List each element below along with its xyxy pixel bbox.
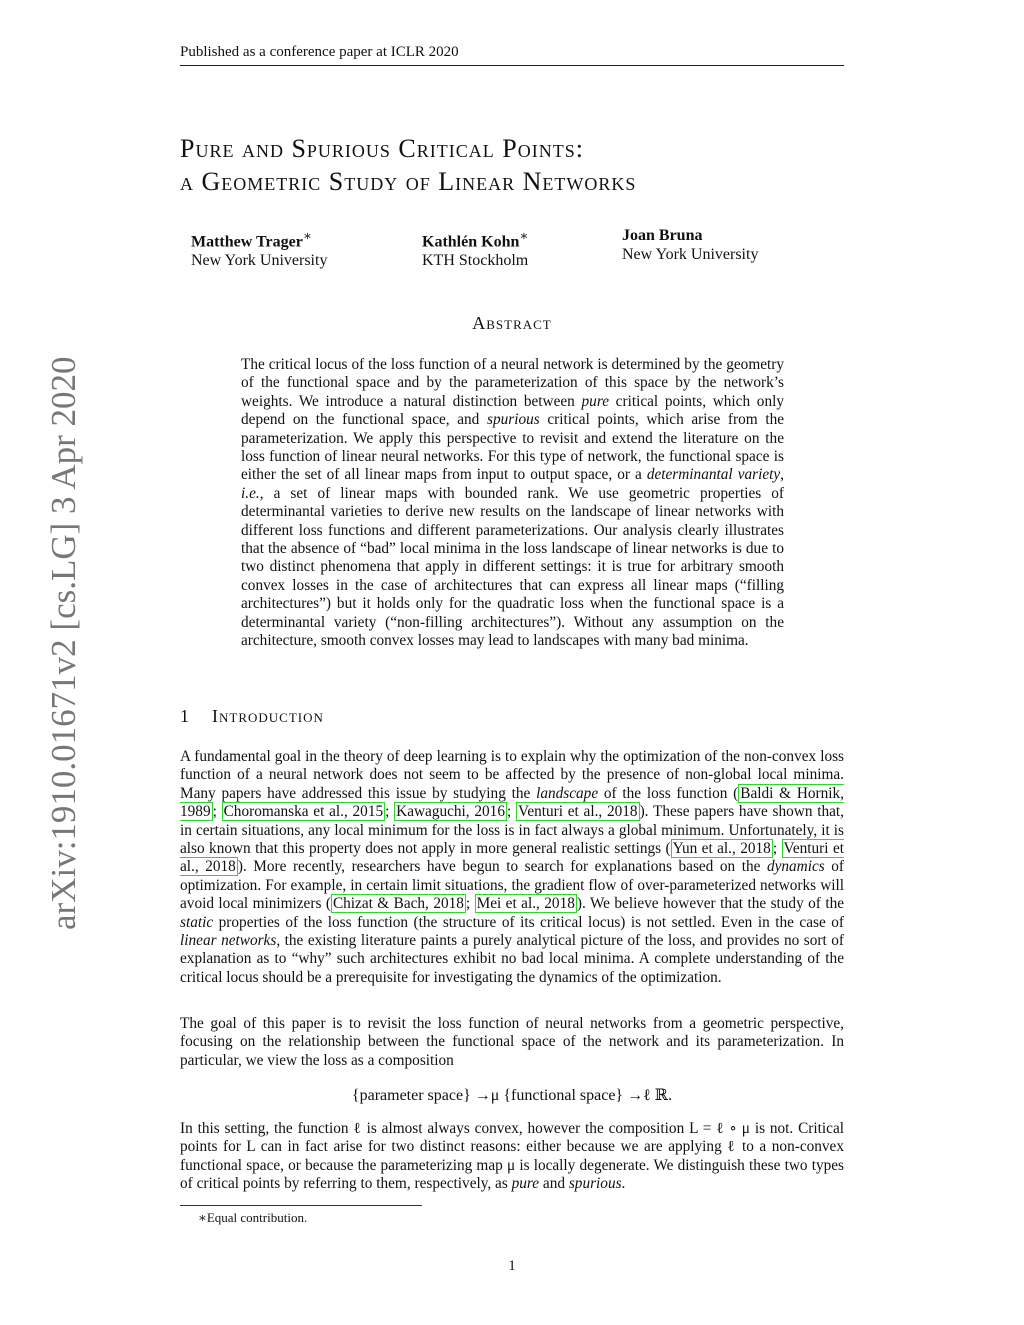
section-title: Introduction	[212, 706, 324, 726]
section-number: 1	[180, 706, 190, 726]
intro-paragraph-3: In this setting, the function ℓ is almost always convex, however the composition L = ℓ ∘ μ is not. Critical points for L can in fact arise for two distinct reasons: either because we are applying ℓ to a non-convex functional space, or because the parameterizing map μ is locally degenerate. We distinguish these two types of critical points by referring to them, respectively, as pure and spurious.	[180, 1120, 844, 1193]
composition-equation: {parameter space} →μ {functional space} →ℓ ℝ.	[351, 1087, 673, 1104]
citation-link[interactable]: Choromanska et al., 2015	[223, 803, 384, 821]
abstract-heading: Abstract	[472, 313, 552, 333]
author-block-1	[191, 226, 327, 270]
citation-link[interactable]: Venturi et al., 2018	[180, 840, 844, 876]
author-block-3	[622, 226, 758, 264]
citation-link[interactable]: Venturi et al., 2018	[517, 803, 638, 821]
citation-link[interactable]: Yun et al., 2018	[672, 840, 771, 858]
author-name: Matthew Trager	[191, 233, 303, 251]
equal-contribution-mark: ∗	[519, 228, 529, 243]
citation-link[interactable]: Kawaguchi, 2016	[396, 803, 505, 821]
author-affiliation: New York University	[622, 246, 759, 263]
equal-contribution-mark: ∗	[302, 228, 312, 243]
section-heading-introduction	[180, 706, 324, 727]
paper-title	[180, 132, 880, 198]
intro-paragraph-1: A fundamental goal in the theory of deep learning is to explain why the optimization of the non-convex loss function of a neural network does not seem to be affected by the presence of non-global local minima. Many papers have addressed this issue by studying the landscape of the loss function ( Baldi & Hornik, 1989 ; Choromanska et al., 2015 ; Kawaguchi, 2016 ; Venturi et al., 2018 ). These papers have shown that, in certain situations, any local minimum for the loss is in fact always a global minimum. Unfortunately, it is also known that this property does not apply in more general realistic settings ( Yun et al., 2018 ; Venturi et al., 2018 ). More recently, researchers have begun to search for explanations based on the dynamics of optimization. For example, in certain limit situations, the gradient flow of over-parameterized networks will avoid local minimizers ( Chizat & Bach, 2018 ; Mei et al., 2018 ). We believe however that the study of the static properties of the loss function (the structure of its critical locus) is not settled. Even in the case of linear networks, the existing literature paints a purely analytical picture of the loss, and provides no sort of explanation as to “why” such architectures exhibit no bad local minima. A complete understanding of the critical locus should be a prerequisite for investigating the dynamics of the optimization.	[180, 748, 845, 986]
citation-link[interactable]: Mei et al., 2018	[476, 895, 575, 913]
author-affiliation: KTH Stockholm	[422, 252, 529, 270]
author-name: Kathlén Kohn	[422, 233, 520, 251]
title-line-1: Pure and Spurious Critical Points:	[180, 134, 584, 163]
footnote-divider	[180, 1205, 422, 1206]
footnote: ∗Equal contribution.	[198, 1210, 308, 1225]
author-name: Joan Bruna	[622, 227, 703, 244]
author-block-2	[422, 226, 528, 270]
arxiv-stamp: arXiv:1910.01671v2 [cs.LG] 3 Apr 2020	[44, 356, 83, 930]
title-line-2: a Geometric Study of Linear Networks	[180, 167, 637, 196]
running-header: Published as a conference paper at ICLR 2020	[180, 44, 844, 66]
abstract-body: The critical locus of the loss function of a neural network is determined by the geometry of the functional space and by the parameterization of this space by the network’s weights. We introduce a natural distinction between pure critical points, which only depend on the functional space, and spurious critical points, which arise from the parameterization. We apply this perspective to revisit and extend the literature on the loss function of linear neural networks. For this type of network, the functional space is either the set of all linear maps from input to output space, or a determinantal variety, i.e., a set of linear maps with bounded rank. We use geometric properties of determinantal varieties to derive new results on the landscape of linear networks with different loss functions and different parameterizations. Our analysis clearly illustrates that the absence of “bad” local minima in the loss landscape of linear networks is due to two distinct phenomena that apply in different settings: it is true for arbitrary smooth convex losses in the case of architectures that can express all linear maps (“filling architectures”) but it holds only for the quadratic loss when the functional space is a determinantal variety (“non-filling architectures”). Without any assumption on the architecture, smooth convex losses may lead to landscapes with many bad minima.	[241, 356, 785, 650]
intro-paragraph-2: The goal of this paper is to revisit the loss function of neural networks from a geometric perspective, focusing on the relationship between the functional space of the network and its parameterization. In particular, we view the loss as a composition	[180, 1015, 844, 1069]
citation-link[interactable]: Baldi & Hornik, 1989	[180, 784, 844, 821]
page-number: 1	[508, 1258, 516, 1274]
citation-link[interactable]: Chizat & Bach, 2018	[332, 895, 464, 913]
author-affiliation: New York University	[191, 252, 328, 270]
